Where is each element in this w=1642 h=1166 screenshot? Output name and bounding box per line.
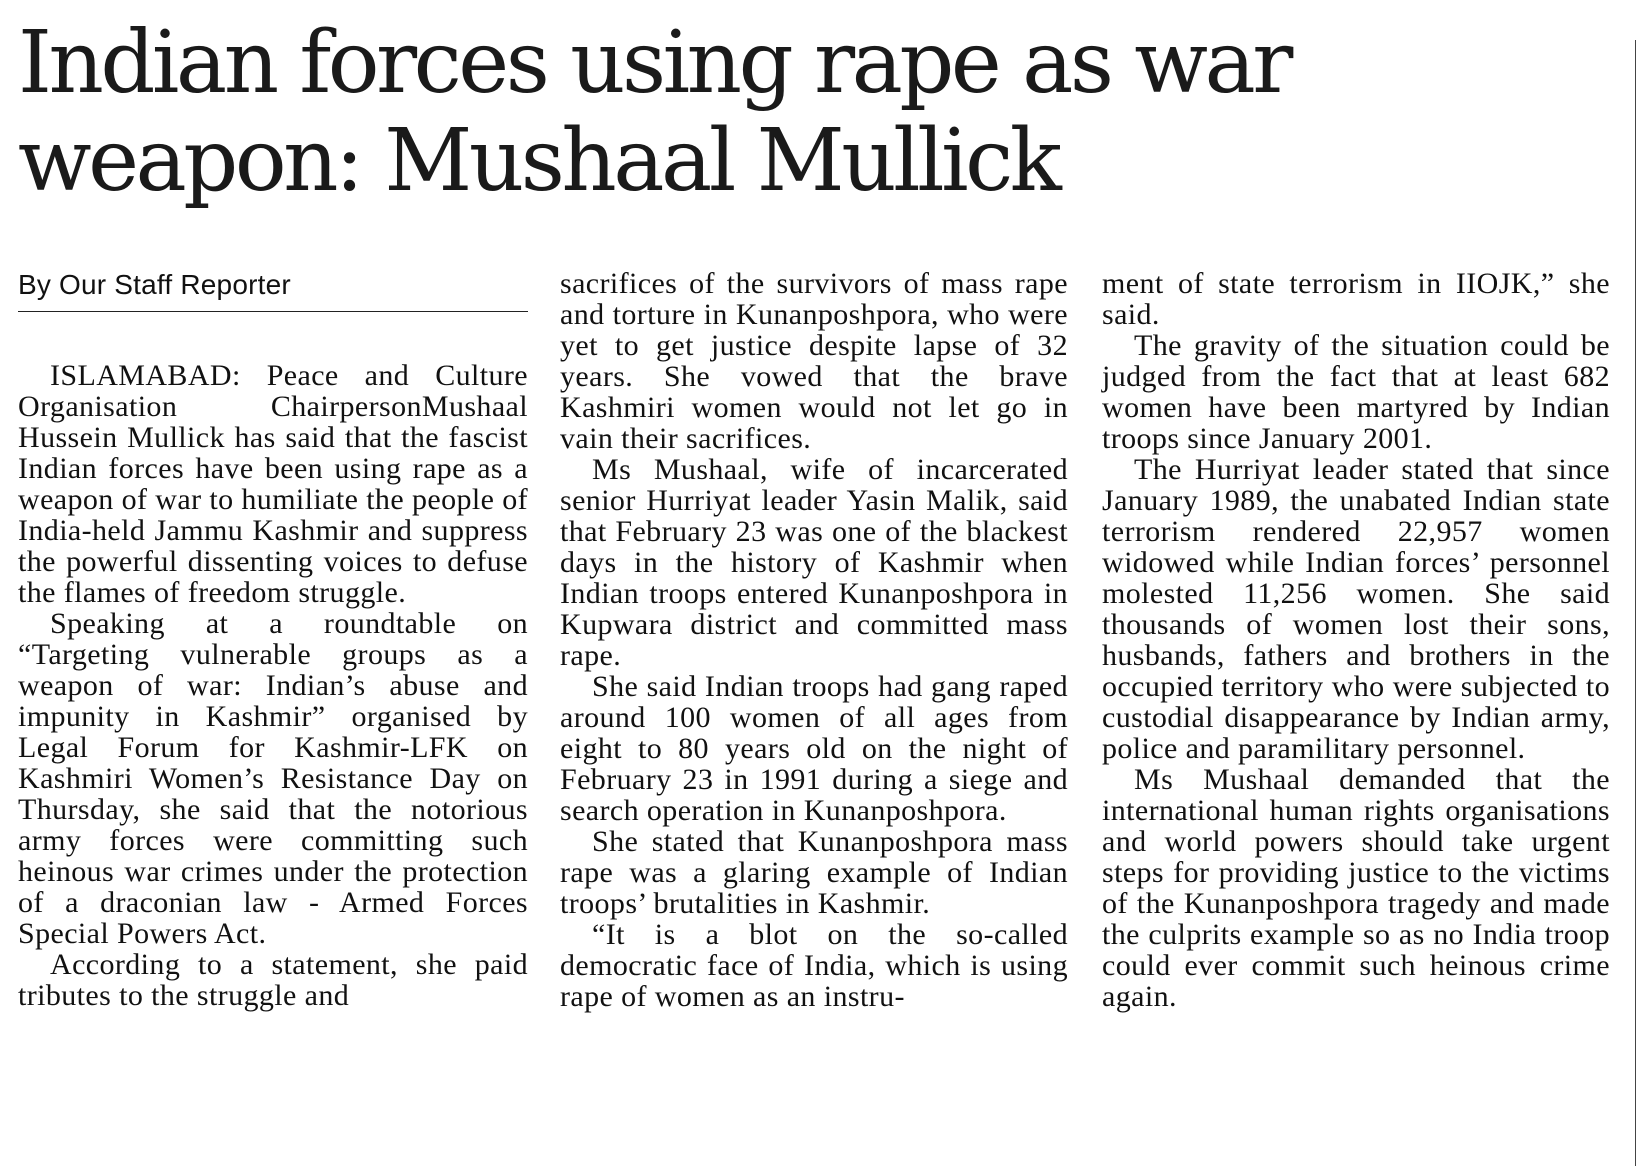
paragraph-continued: ment of state terrorism in IIOJK,” she said.: [1102, 267, 1610, 331]
paragraph: Ms Mushaal, wife of incarcerated senior Hurriyat leader Yasin Malik, said that February 23 was one of the blackest days in the history of Kashmir when Indian troops entered Kunanposhpora in Kupwara district and committed mass rape.: [560, 453, 1068, 672]
column-rule: [1635, 40, 1636, 1166]
article-column-2: [560, 268, 1068, 1012]
paragraph: The gravity of the situation could be judged from the fact that at least 682 women have been martyred by Indian troops since January 2001.: [1102, 329, 1610, 455]
paragraph: She stated that Kunanposhpora mass rape was a glaring example of Indian troops’ brutalities in Kashmir.: [560, 825, 1068, 920]
paragraph-continued: sacrifices of the survivors of mass rape and torture in Kunanposhpora, who were yet to get justice despite lapse of 32 years. She vowed that the brave Kashmiri women would not let go in vain their sacrifices.: [560, 267, 1068, 455]
paragraph: Ms Mushaal demanded that the international human rights organisations and world powers should take urgent steps for providing justice to the victims of the Kunanposhpora tragedy and made the culprits example so as no India troop could ever commit such heinous crime again.: [1102, 763, 1610, 1013]
paragraph: The Hurriyat leader stated that since January 1989, the unabated Indian state terrorism rendered 22,957 women widowed while Indian forces’ personnel molested 11,256 women. She said thousands of women lost their sons, husbands, fathers and brothers in the occupied territory who were subjected to custodial disappearance by Indian army, police and paramilitary personnel.: [1102, 453, 1610, 765]
paragraph: Speaking at a roundtable on “Targeting vulnerable groups as a weapon of war: Indian’s abuse and impunity in Kashmir” organised by Legal Forum for Kashmir-LFK on Kashmiri Women’s Resistance Day on Thursday, she said that the notorious army forces were committing such heinous war crimes under the protection of a draconian law - Armed Forces Special Powers Act.: [18, 607, 528, 950]
article-column-1: [18, 268, 528, 1011]
headline: Indian forces using rape as war weapon: Mushaal Mullick: [18, 13, 1290, 211]
paragraph: “It is a blot on the so-called democratic face of India, which is using rape of women as an instru-: [560, 918, 1068, 1013]
paragraph: ISLAMABAD: Peace and Culture Organisation ChairpersonMushaal Hussein Mullick has said that the fascist Indian forces have been using rape as a weapon of war to humiliate the people of India-held Jammu Kashmir and suppress the powerful dissenting voices to defuse the flames of freedom struggle.: [18, 359, 529, 609]
byline: By Our Staff Reporter: [18, 268, 528, 312]
paragraph: She said Indian troops had gang raped around 100 women of all ages from eight to 80 years old on the night of February 23 in 1991 during a siege and search operation in Kunanposhpora.: [560, 670, 1068, 827]
article-column-3: [1102, 268, 1610, 1012]
paragraph: According to a statement, she paid tributes to the struggle and: [18, 948, 528, 1012]
